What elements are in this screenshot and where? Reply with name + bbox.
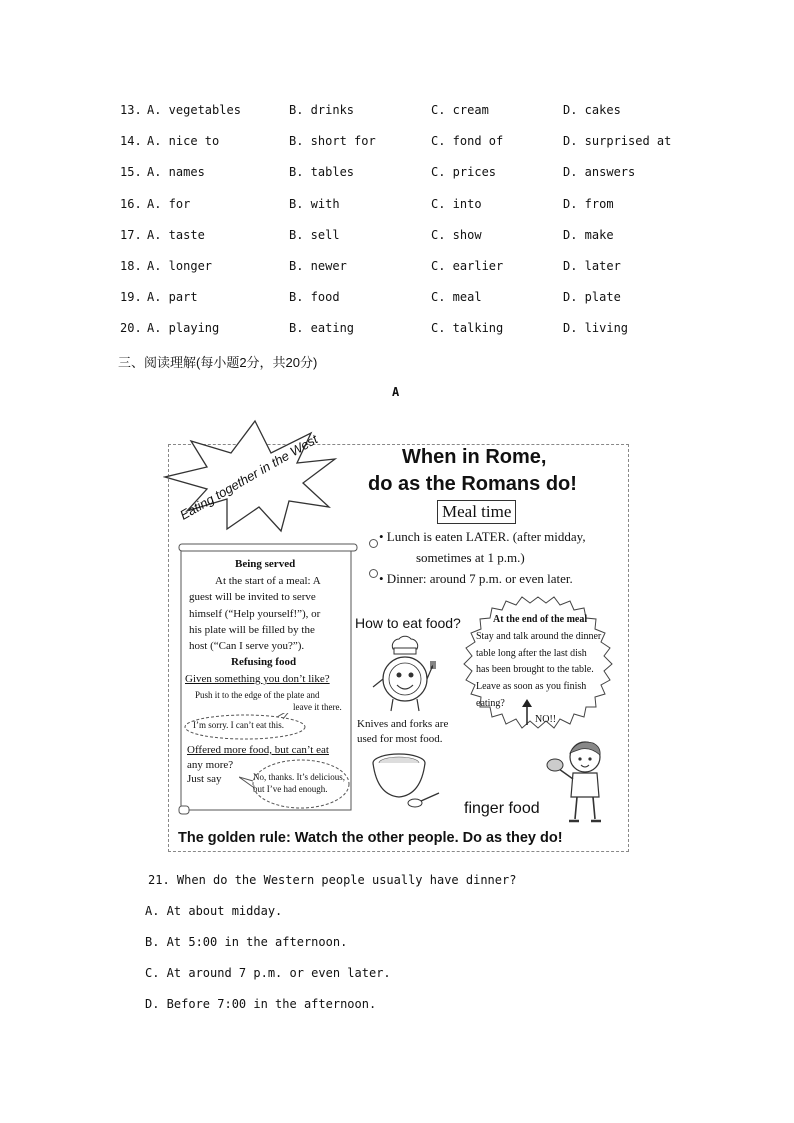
option-b: B. food (289, 290, 340, 305)
being-served-line: himself (“Help yourself!”), or (189, 608, 321, 620)
up-arrow-icon (521, 697, 533, 727)
bullet-circle-icon (369, 569, 378, 578)
option-c: C. into (431, 196, 482, 211)
option-a: A. longer (147, 258, 213, 273)
option-c: C. talking (431, 321, 504, 336)
answer-option-a: A. At about midday. (145, 904, 283, 918)
how-to-eat-label: How to eat food? (355, 615, 461, 631)
bubble-tail (239, 777, 253, 787)
dinner-line: • Dinner: around 7 p.m. or even later. (379, 571, 573, 586)
starburst-badge (163, 419, 343, 539)
boy-eating-drumstick-icon (543, 735, 613, 831)
option-a: A. names (147, 165, 205, 180)
offered-line3: Just say (187, 773, 222, 785)
lunch-line2: sometimes at 1 p.m.) (416, 550, 525, 565)
being-served-line: At the start of a meal: A (215, 575, 321, 587)
option-d: D. surprised at (563, 134, 672, 149)
question-number: 20. (120, 321, 142, 336)
question-number: 16. (120, 196, 142, 211)
answer-option-c: C. At around 7 p.m. or even later. (145, 966, 391, 980)
scroll-bottom-curl (179, 806, 189, 814)
option-b: B. drinks (289, 103, 355, 117)
option-c: C. meal (431, 290, 482, 305)
option-a: A. nice to (147, 134, 220, 149)
question-number: 13. (120, 103, 142, 117)
end-meal-line: Stay and talk around the dinner (476, 631, 602, 642)
poster-heading-line1: When in Rome, (402, 446, 547, 468)
option-row-16 (120, 197, 690, 228)
option-b: B. newer (289, 258, 347, 273)
plate-chef-icon (365, 635, 441, 717)
finger-food-label: finger food (464, 800, 540, 817)
end-meal-title: At the end of the meal (493, 614, 588, 625)
option-a: A. playing (147, 321, 220, 336)
option-a: A. part (147, 290, 198, 305)
option-b: B. short for (289, 134, 376, 149)
push-line2: leave it there. (293, 702, 342, 712)
poster (168, 431, 629, 852)
option-d: D. living (563, 321, 629, 336)
bowl-and-spoon-icon (369, 749, 441, 811)
golden-rule: The golden rule: Watch the other people. Do as they do! (178, 830, 563, 846)
option-b: B. eating (289, 321, 355, 336)
option-b: B. with (289, 196, 340, 211)
option-d: D. later (563, 258, 621, 273)
poster-heading-line2: do as the Romans do! (368, 473, 577, 495)
no-label: NO!! (535, 714, 557, 725)
scroll-top-roll (179, 544, 357, 551)
option-row-15 (120, 165, 690, 196)
option-c: C. prices (431, 165, 497, 180)
question-number: 17. (120, 227, 142, 242)
question-number: 18. (120, 258, 142, 273)
option-a: A. taste (147, 227, 205, 242)
option-c: C. cream (431, 103, 489, 117)
option-row-18 (120, 259, 690, 290)
no-thanks-line2: but I’ve had enough. (253, 784, 328, 794)
end-meal-line: has been brought to the table. (476, 664, 594, 675)
being-served-line: host (“Can I serve you?”). (189, 640, 305, 652)
passage-label: A (392, 385, 400, 399)
given-something-line: Given something you don’t like? (185, 673, 330, 685)
option-c: C. show (431, 227, 482, 242)
option-row-17 (120, 228, 690, 259)
option-d: D. make (563, 227, 614, 242)
option-b: B. tables (289, 165, 355, 180)
question-number: 19. (120, 290, 142, 305)
question-number: 14. (120, 134, 142, 149)
push-line1: Push it to the edge of the plate and (195, 690, 320, 700)
option-d: D. answers (563, 165, 636, 180)
end-meal-line: table long after the last dish (476, 648, 587, 659)
option-row-20 (120, 321, 690, 352)
option-d: D. cakes (563, 103, 621, 117)
refusing-food-title: Refusing food (231, 656, 297, 668)
option-d: D. from (563, 196, 614, 211)
offered-line2: any more? (187, 759, 234, 771)
answer-option-b: B. At 5:00 in the afternoon. (145, 935, 348, 949)
option-d: D. plate (563, 290, 621, 305)
option-c: C. earlier (431, 258, 504, 273)
option-row-13 (120, 103, 690, 134)
question-number: 15. (120, 165, 142, 180)
being-served-line: his plate will be filled by the (189, 624, 315, 636)
answer-option-d: D. Before 7:00 in the afternoon. (145, 997, 377, 1011)
end-meal-line: eating? (476, 698, 505, 709)
meal-time-label: Meal time (437, 500, 516, 524)
option-a: A. for (147, 196, 191, 211)
question-stem: 21. When do the Western people usually have dinner? (148, 873, 517, 887)
option-a: A. vegetables (147, 103, 241, 117)
option-b: B. sell (289, 227, 340, 242)
bullet-circle-icon (369, 539, 378, 548)
lunch-line1: • Lunch is eaten LATER. (after midday, (379, 529, 586, 544)
option-c: C. fond of (431, 134, 504, 149)
knives-line2: used for most food. (357, 733, 443, 745)
sorry-bubble-text: I’m sorry. I can’t eat this. (193, 720, 284, 730)
being-served-title: Being served (235, 558, 296, 570)
knives-line1: Knives and forks are (357, 718, 449, 730)
end-meal-line: Leave as soon as you finish (476, 681, 587, 692)
option-row-19 (120, 290, 690, 321)
starburst-text: Eating together in the West (177, 431, 321, 523)
no-thanks-line1: No, thanks. It’s delicious, (253, 772, 345, 782)
cloze-options (120, 103, 690, 353)
offered-line1: Offered more food, but can’t eat (187, 744, 329, 756)
option-row-14 (120, 134, 690, 165)
section-title: 三、阅读理解(每小题2分，共20分) (118, 355, 318, 370)
being-served-line: guest will be invited to serve (189, 591, 316, 603)
